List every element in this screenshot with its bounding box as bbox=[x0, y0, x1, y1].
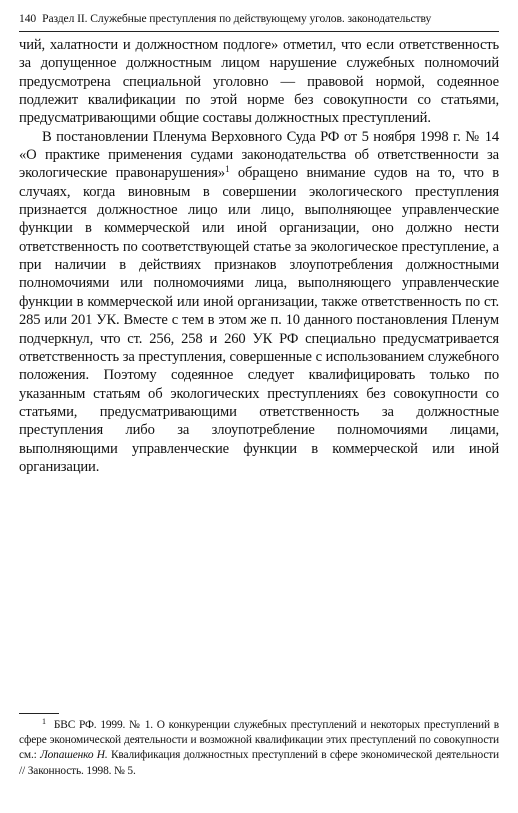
footnote-mark: 1 bbox=[42, 717, 46, 726]
page-number: 140 bbox=[19, 12, 37, 25]
footnote-text-part1: БВС РФ. 1999. № 1. О конкуренции служебных преступлений и некоторых преступлений в сфере экономической деятельности и возможной квалификации этих преступлений по совокупности см.: bbox=[19, 719, 499, 762]
paragraph-plenum-resolution bbox=[19, 128, 499, 477]
footnote-paragraph bbox=[19, 718, 499, 779]
main-text bbox=[19, 36, 499, 476]
footnote bbox=[19, 718, 499, 779]
paragraph-text-part1: В постановлении Пленума Верховного Суда РФ от 5 ноября 1998 г. № 14 «О практике применения судами законодательства об ответственности за экологические правонарушения» bbox=[19, 128, 499, 182]
footnote-text-part2: Квалификация должностных преступлений в сфере экономической деятельности // Законность. 1998. № 5. bbox=[19, 749, 499, 777]
paragraph-text-part2: обращено внимание судов на то, что в случаях, когда виновным в совершении экологического преступления признается должностное лицо или лицо, выполняющее управленческие функции в коммерческой или иной организации, оно должно нести ответственность по соответствующей статье за экологическое преступление, а при наличии в действиях признаков злоупотребления должностными полномочиями или полномочиями лица, выполняющего управленческие функции в коммерческой или иной организации, также ответственность по ст. 285 или 201 УК. Вместе с тем в этом же п. 10 данного постановления Пленум подчеркнул, что ст. 256, 258 и 260 УК РФ специально предусматривается ответственность за преступления, совершенные с использованием служебного положения. Поэтому содеянное следует квалифицировать только по указанным статьям об экологических преступлениях без совокупности со статьями, предусматривающими ответственность за должностные преступления либо за злоупотребление полномочиями лицами, выполняющими управленческие функции в коммерческой или иной организации. bbox=[19, 165, 499, 475]
header-rule bbox=[19, 31, 499, 32]
footnote-reference: 1 bbox=[225, 164, 230, 175]
footnote-rule bbox=[19, 713, 59, 714]
running-header bbox=[19, 12, 499, 25]
running-title: Раздел II. Служебные преступления по действующему уголов. законодательству bbox=[42, 12, 432, 25]
paragraph-continuation: чий, халатности и должностном подлоге» отметил, что если ответственность за допущенное должностным лицом нарушение служебных полномочий предусмотрена специальной уголовно — правовой нормой, содеянное подлежит квалификации по этой норме без совокупности со статьями, предусматривающими общие составы должностных преступлений. bbox=[19, 37, 499, 127]
footnote-author: Лопашенко Н. bbox=[40, 749, 108, 762]
